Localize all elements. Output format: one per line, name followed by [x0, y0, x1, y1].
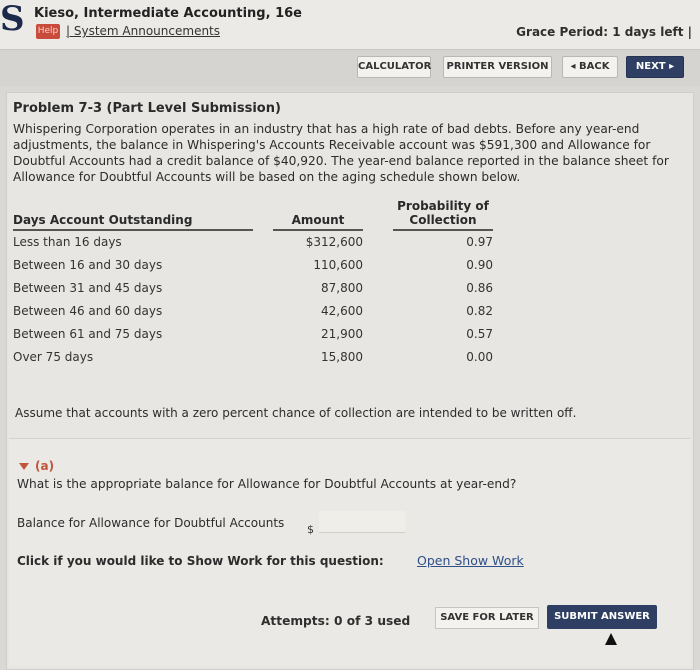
currency-symbol: $: [307, 523, 314, 536]
probability-cell: 0.00: [466, 349, 493, 364]
problem-text: Whispering Corporation operates in an industry that has a high rate of bad debts. Before any year-end adjustments, the balance in Whispering's Accounts Receivable account was $591,300 and Allowance for Doubtful Accounts had a credit balance of $40,920. The year-end balance reported in the balance sheet for Allowance for Doubtful Accounts will be based on the aging schedule shown below.: [13, 122, 669, 184]
wileyplus-logo-icon: S: [0, 0, 25, 39]
table-row: [13, 276, 493, 299]
grace-period-text: Grace Period: 1 days left |: [516, 25, 692, 39]
submit-answer-button[interactable]: SUBMIT ANSWER: [547, 605, 657, 629]
toolbar: [0, 50, 700, 86]
show-work-label: Click if you would like to Show Work for this question:: [17, 554, 384, 568]
amount-cell: $312,600: [305, 235, 363, 249]
assumption-text: Assume that accounts with a zero percent chance of collection are intended to be written off.: [15, 406, 577, 420]
amount-cell: 87,800: [321, 280, 363, 295]
days-cell: Over 75 days: [13, 349, 94, 364]
part-a-panel: [9, 438, 691, 666]
table-row: [13, 345, 493, 368]
attempts-counter: Attempts: 0 of 3 used: [261, 614, 411, 628]
amount-cell: 42,600: [321, 303, 363, 318]
header-probability: Probability of Collection: [393, 199, 493, 230]
probability-cell: 0.97: [466, 235, 493, 249]
days-cell: Between 61 and 75 days: [13, 326, 163, 341]
help-button[interactable]: Help: [36, 24, 60, 39]
system-announcements-link[interactable]: [66, 24, 220, 38]
days-cell: Between 16 and 30 days: [13, 257, 163, 272]
problem-title: Problem 7-3 (Part Level Submission): [13, 101, 281, 116]
probability-cell: 0.82: [466, 303, 493, 318]
probability-cell: 0.86: [466, 280, 493, 295]
save-for-later-button[interactable]: SAVE FOR LATER: [435, 607, 539, 629]
amount-cell: 21,900: [321, 326, 363, 341]
table-row: [13, 253, 493, 276]
part-a-toggle[interactable]: [19, 459, 54, 473]
header-bar: [0, 0, 700, 50]
days-cell: Between 46 and 60 days: [13, 303, 163, 318]
days-cell: Less than 16 days: [13, 235, 122, 249]
part-a-label: (a): [35, 459, 55, 473]
part-a-question: What is the appropriate balance for Allowance for Doubtful Accounts at year-end?: [17, 477, 517, 491]
table-row: [13, 299, 493, 322]
table-header-row: [13, 199, 493, 230]
back-button[interactable]: ◂ BACK: [562, 56, 618, 78]
book-title: Kieso, Intermediate Accounting, 16e: [34, 6, 302, 21]
header-days: Days Account Outstanding: [13, 199, 253, 230]
table-row: [13, 230, 493, 253]
balance-label: Balance for Allowance for Doubtful Accounts: [17, 516, 285, 530]
calculator-button[interactable]: CALCULATOR: [357, 56, 431, 78]
printer-version-button[interactable]: PRINTER VERSION: [443, 56, 552, 78]
triangle-down-icon: [19, 463, 29, 470]
amount-cell: 110,600: [313, 257, 363, 272]
question-panel: [6, 92, 694, 670]
probability-cell: 0.57: [466, 326, 493, 341]
amount-cell: 15,800: [321, 349, 363, 364]
probability-cell: 0.90: [466, 257, 493, 272]
aging-schedule-table: [13, 199, 493, 368]
open-show-work-link[interactable]: Open Show Work: [417, 553, 524, 568]
system-announcements-text[interactable]: | System Announcements: [66, 24, 221, 38]
mouse-cursor-icon: [605, 633, 617, 645]
days-cell: Between 31 and 45 days: [13, 280, 163, 295]
balance-input[interactable]: [319, 511, 405, 533]
header-amount: Amount: [273, 199, 363, 230]
table-row: [13, 322, 493, 345]
next-button[interactable]: NEXT ▸: [626, 56, 684, 78]
